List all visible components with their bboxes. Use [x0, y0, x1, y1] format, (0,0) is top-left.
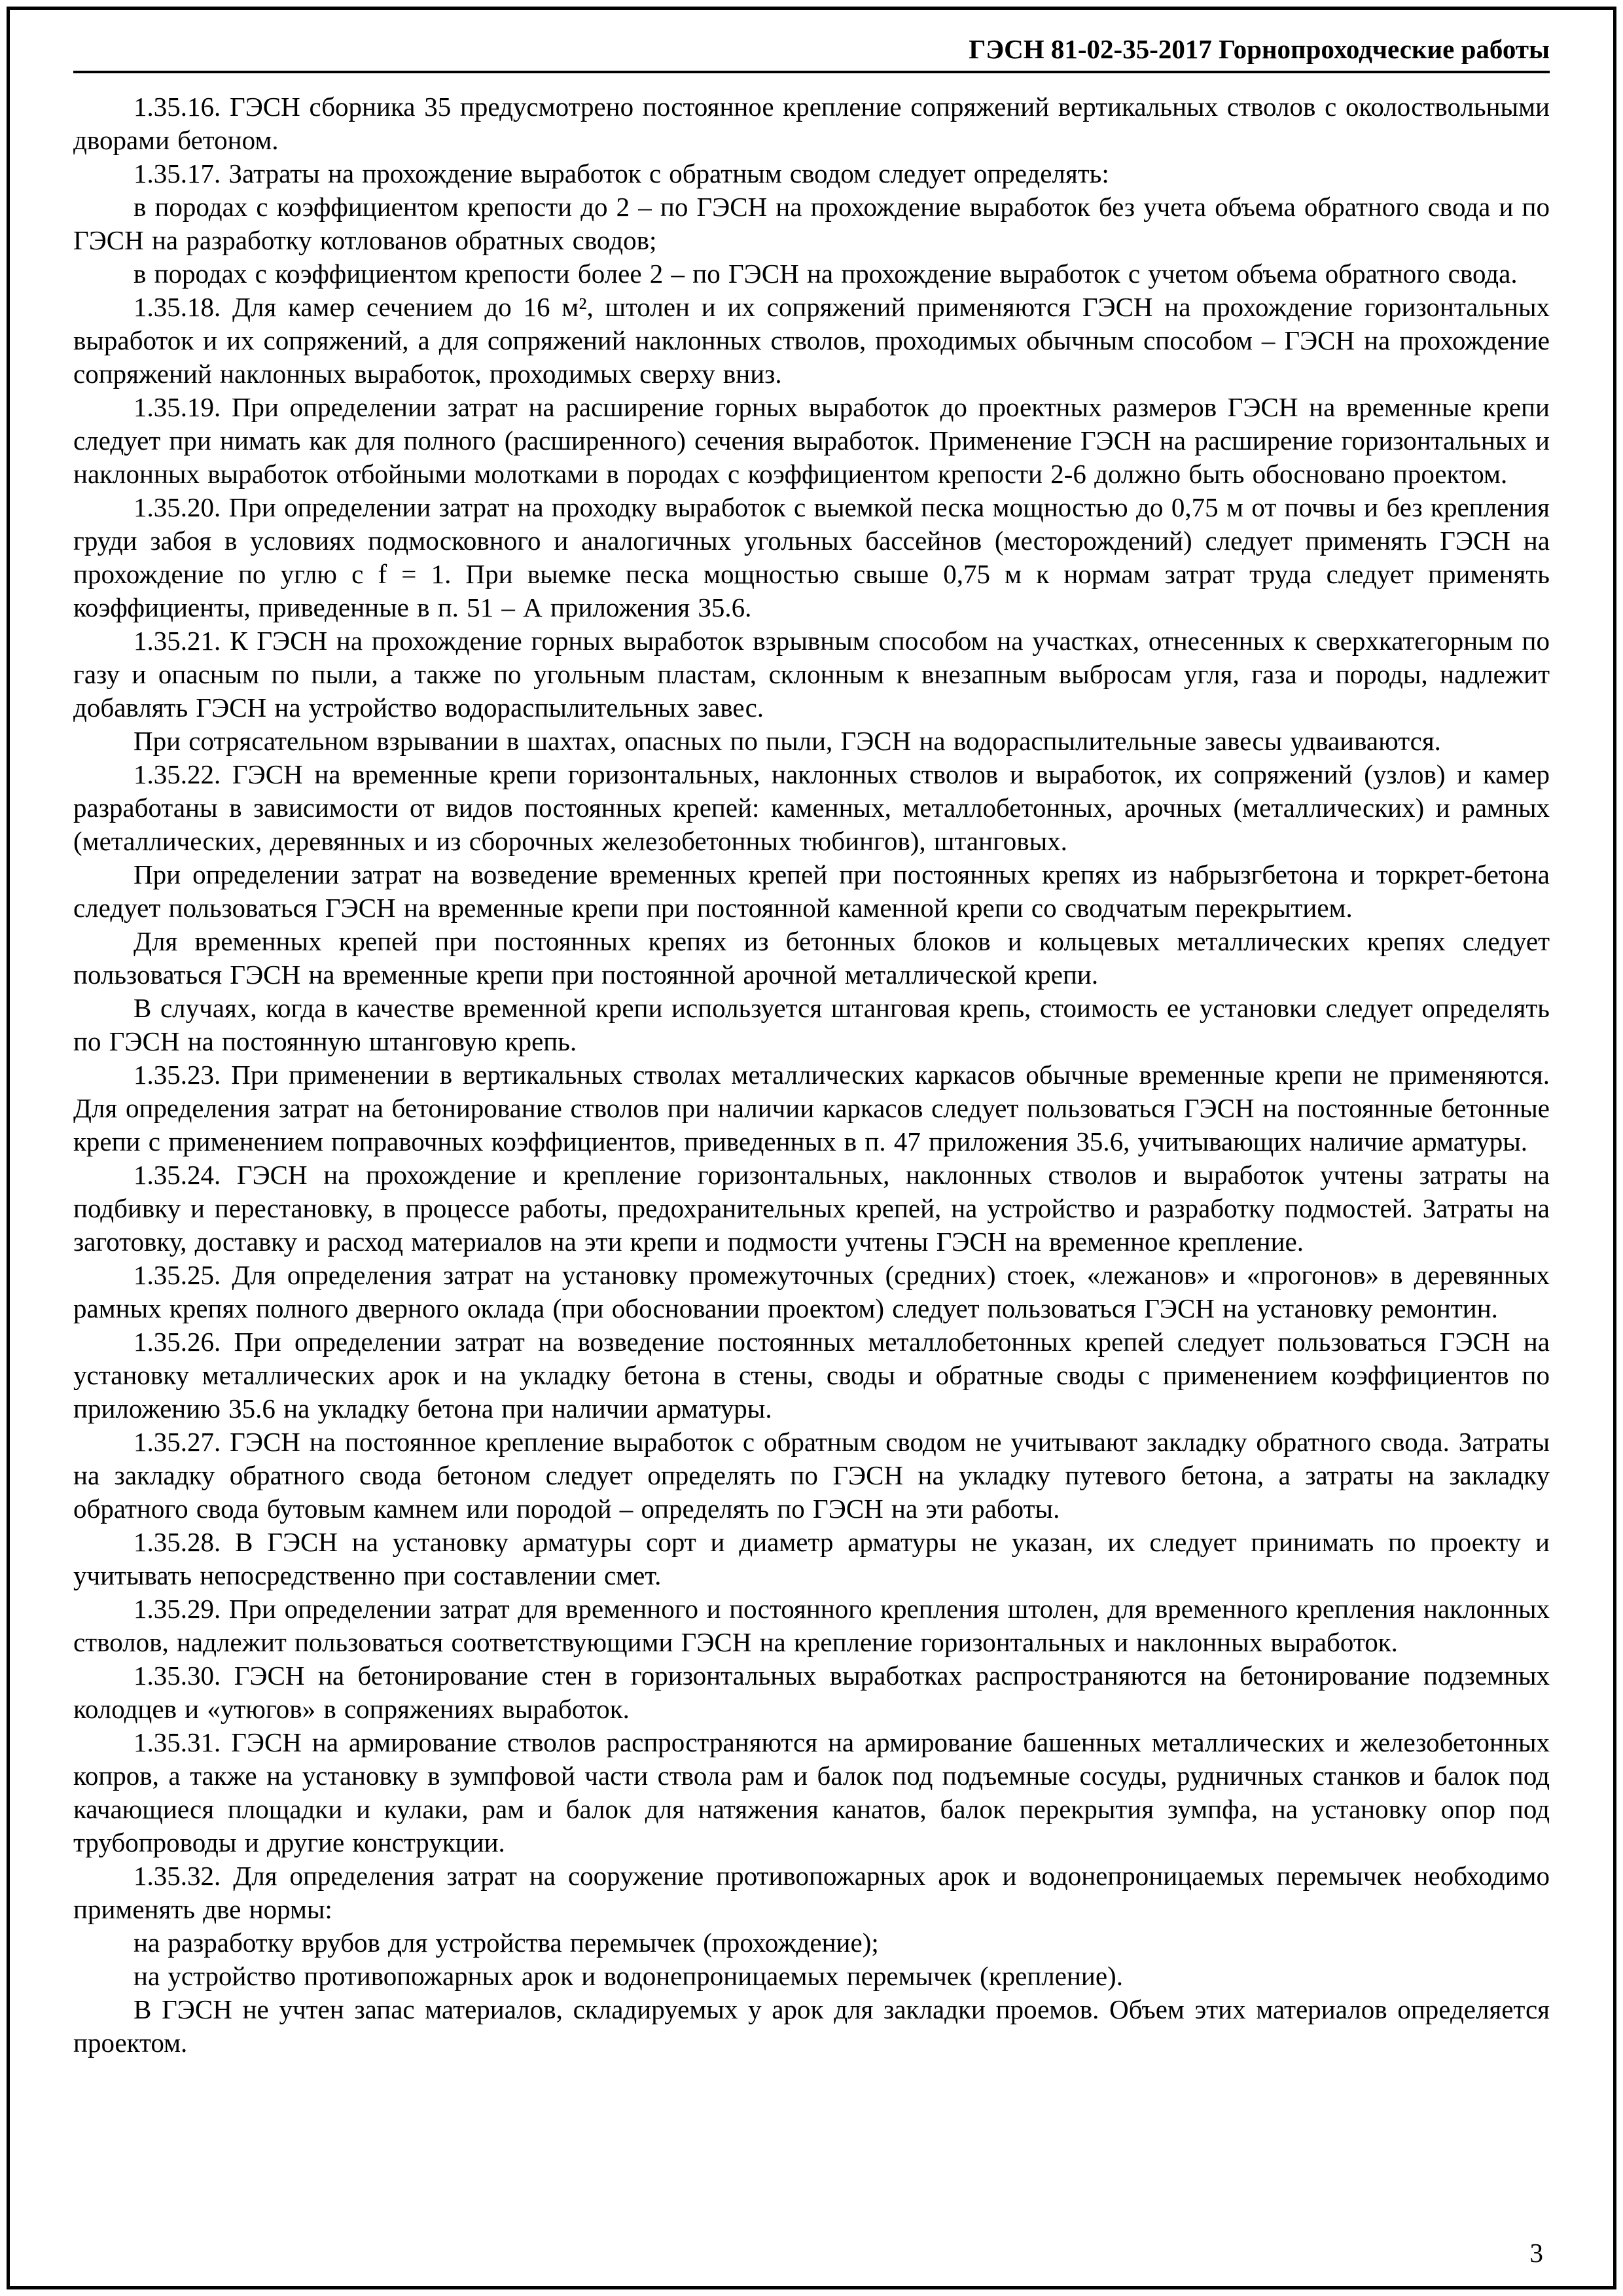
paragraph-1-35-32: 1.35.32. Для определения затрат на сооружение противопожарных арок и водонепроницаемых перемычек необходимо применять две нормы: [73, 1861, 1550, 1924]
paragraph-1-35-22-note-3: В случаях, когда в качестве временной крепи используется штанговая крепь, стоимость ее установки следует определять по ГЭСН на постоянную штанговую крепь. [73, 993, 1550, 1056]
paragraph-1-35-22: 1.35.22. ГЭСН на временные крепи горизонтальных, наклонных стволов и выработок, их сопряжений (узлов) и камер разработаны в зависимости от видов постоянных крепей: каменных, металлобетонных, арочных (металлических) и рамных (металлических, деревянных и из сборочных железобетонных тюбингов), штанговых. [73, 759, 1550, 856]
paragraph-1-35-22-note-2: Для временных крепей при постоянных крепях из бетонных блоков и кольцевых металлических крепях следует пользоваться ГЭСН на временные крепи при постоянной арочной металлической крепи. [73, 926, 1550, 990]
paragraph-1-35-17-item-2: в породах с коэффициентом крепости более 2 – по ГЭСН на прохождение выработок с учетом объема обратного свода. [134, 259, 1518, 289]
paragraph-1-35-27: 1.35.27. ГЭСН на постоянное крепление выработок с обратным сводом не учитывают закладку обратного свода. Затраты на закладку обратного свода бетоном следует определять по ГЭСН на укладку путевого бетона, а затраты на закладку обратного свода бутовым камнем или породой – определять по ГЭСН на эти работы. [73, 1427, 1550, 1524]
paragraph-1-35-17-item-1: в породах с коэффициентом крепости до 2 – по ГЭСН на прохождение выработок без учета объема обратного свода и по ГЭСН на разработку котлованов обратных сводов; [73, 192, 1550, 255]
paragraph-1-35-32-item-1: на разработку врубов для устройства перемычек (прохождение); [134, 1928, 879, 1958]
paragraph-1-35-21-note: При сотрясательном взрывании в шахтах, опасных по пыли, ГЭСН на водораспылительные завесы удваиваются. [134, 726, 1441, 756]
paragraph-1-35-24: 1.35.24. ГЭСН на прохождение и крепление горизонтальных, наклонных стволов и выработок учтены затраты на подбивку и перестановку, в процессе работы, предохранительных крепей, на устройство и разработку подмостей. Затраты на заготовку, доставку и расход материалов на эти крепи и подмости учтены ГЭСН на временное крепление. [73, 1160, 1550, 1257]
paragraph-1-35-21: 1.35.21. К ГЭСН на прохождение горных выработок взрывным способом на участках, отнесенных к сверхкатегорным по газу и опасным по пыли, а также по угольным пластам, склонным к внезапным выбросам угля, газа и породы, надлежит добавлять ГЭСН на устройство водораспылительных завес. [73, 626, 1550, 723]
paragraph-1-35-30: 1.35.30. ГЭСН на бетонирование стен в горизонтальных выработках распространяются на бетонирование подземных колодцев и «утюгов» в сопряжениях выработок. [73, 1660, 1550, 1724]
paragraph-1-35-28: 1.35.28. В ГЭСН на установку арматуры сорт и диаметр арматуры не указан, их следует принимать по проекту и учитывать непосредственно при составлении смет. [73, 1527, 1550, 1590]
page-content [73, 33, 1550, 2060]
document-header: ГЭСН 81-02-35-2017 Горнопроходческие работы [73, 33, 1550, 73]
paragraph-1-35-23: 1.35.23. При применении в вертикальных стволах металлических каркасов обычные временные крепи не применяются. Для определения затрат на бетонирование стволов при наличии каркасов следует пользоваться ГЭСН на постоянные бетонные крепи с применением поправочных коэффициентов, приведенных в п. 47 приложения 35.6, учитывающих наличие арматуры. [73, 1060, 1550, 1157]
paragraph-1-35-32-item-2: на устройство противопожарных арок и водонепроницаемых перемычек (крепление). [134, 1961, 1123, 1991]
paragraph-1-35-20: 1.35.20. При определении затрат на проходку выработок с выемкой песка мощностью до 0,75 м от почвы и без крепления груди забоя в условиях подмосковного и аналогичных угольных бассейнов (месторождений) следует применять ГЭСН на прохождение по углю с f = 1. При выемке песка мощностью свыше 0,75 м к нормам затрат труда следует применять коэффициенты, приведенные в п. 51 – А приложения 35.6. [73, 492, 1550, 622]
paragraph-1-35-17: 1.35.17. Затраты на прохождение выработок с обратным сводом следует определять: [134, 158, 1109, 188]
paragraph-1-35-31: 1.35.31. ГЭСН на армирование стволов распространяются на армирование башенных металлических и железобетонных копров, а также на установку в зумпфовой части ствола рам и балок под подъемные сосуды, рудничных станков и балок под качающиеся площадки и кулаки, рам и балок для натяжения канатов, балок перекрытия зумпфа, на установку опор под трубопроводы и другие конструкции. [73, 1727, 1550, 1857]
document-body [73, 90, 1550, 2060]
paragraph-1-35-29: 1.35.29. При определении затрат для временного и постоянного крепления штолен, для временного крепления наклонных стволов, надлежит пользоваться соответствующими ГЭСН на крепление горизонтальных и наклонных выработок. [73, 1594, 1550, 1657]
page-number: 3 [1529, 2238, 1543, 2268]
paragraph-1-35-16: 1.35.16. ГЭСН сборника 35 предусмотрено постоянное крепление сопряжений вертикальных стволов с околоствольными дворами бетоном. [73, 92, 1550, 155]
paragraph-1-35-26: 1.35.26. При определении затрат на возведение постоянных металлобетонных крепей следует пользоваться ГЭСН на установку металлических арок и на укладку бетона в стены, своды и обратные своды с применением коэффициентов по приложению 35.6 на укладку бетона при наличии арматуры. [73, 1327, 1550, 1424]
paragraph-1-35-19: 1.35.19. При определении затрат на расширение горных выработок до проектных размеров ГЭСН на временные крепи следует при нимать как для полного (расширенного) сечения выработок. Применение ГЭСН на расширение горизонтальных и наклонных выработок отбойными молотками в породах с коэффициентом крепости 2-6 должно быть обосновано проектом. [73, 392, 1550, 489]
paragraph-1-35-18: 1.35.18. Для камер сечением до 16 м², штолен и их сопряжений применяются ГЭСН на прохождение горизонтальных выработок и их сопряжений, а для сопряжений наклонных стволов, проходимых обычным способом – ГЭСН на прохождение сопряжений наклонных выработок, проходимых сверху вниз. [73, 292, 1550, 389]
paragraph-1-35-25: 1.35.25. Для определения затрат на установку промежуточных (средних) стоек, «лежанов» и «прогонов» в деревянных рамных крепях полного дверного оклада (при обосновании проектом) следует пользоваться ГЭСН на установку ремонтин. [73, 1260, 1550, 1323]
paragraph-1-35-32-note: В ГЭСН не учтен запас материалов, складируемых у арок для закладки проемов. Объем этих материалов определяется проектом. [73, 1994, 1550, 2058]
paragraph-1-35-22-note-1: При определении затрат на возведение временных крепей при постоянных крепях из набрызгбетона и торкрет-бетона следует пользоваться ГЭСН на временные крепи при постоянной каменной крепи со сводчатым перекрытием. [73, 859, 1550, 923]
